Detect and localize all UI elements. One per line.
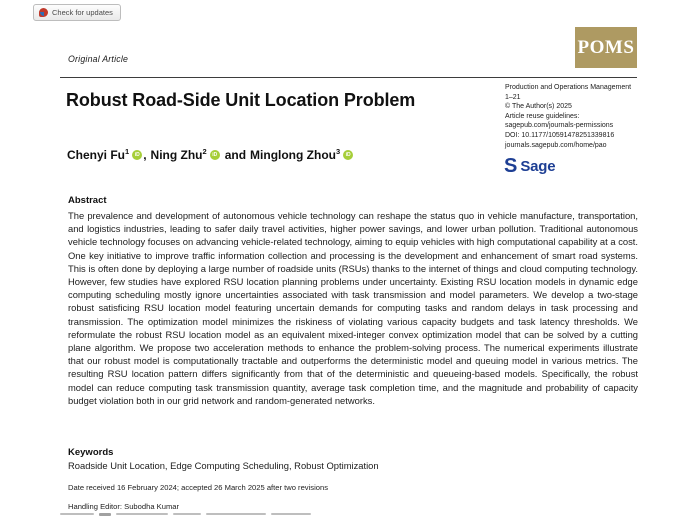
journal-pages: 1–21 [505, 93, 521, 101]
sage-publisher-logo [504, 156, 555, 176]
keywords-text: Roadside Unit Location, Edge Computing Scheduling, Robust Optimization [68, 460, 379, 471]
abstract-heading: Abstract [68, 195, 107, 206]
article-type-label: Original Article [68, 54, 129, 64]
sage-s-icon: S [504, 155, 518, 177]
author-separator: , [143, 148, 147, 162]
check-for-updates-label: Check for updates [52, 8, 113, 17]
cropped-footnote-fragment [60, 513, 311, 516]
orcid-icon[interactable]: iD [343, 150, 353, 160]
crossmark-icon [39, 8, 48, 17]
author-line [67, 147, 354, 162]
keywords-heading: Keywords [68, 447, 114, 458]
author-affiliation-sup-1: 1 [125, 147, 130, 156]
orcid-icon[interactable]: iD [210, 150, 220, 160]
journal-citation-block [505, 83, 680, 150]
poms-logo-text: POMS [577, 36, 635, 58]
journal-permissions-url: sagepub.com/journals-permissions [505, 122, 614, 130]
journal-name: Production and Operations Management [505, 84, 632, 91]
orcid-icon[interactable]: iD [132, 150, 142, 160]
author-affiliation-sup-2: 2 [202, 147, 207, 156]
journal-home-url: journals.sagepub.com/home/pao [505, 141, 607, 149]
author-affiliation-sup-3: 3 [336, 147, 341, 156]
author-separator-and: and [224, 148, 247, 162]
journal-reuse-guidelines: Article reuse guidelines: [505, 112, 580, 120]
abstract-text: The prevalence and development of autonomous vehicle technology can reshape the status quo in vehicle manufacture, transportation, and logistics industries, leading to safer daily travel activities, higher power savings, and lower urban pollution. Traditional autonomous vehicle technology focuses on advancing vehicle-related technology, aiming to equip vehicles with high computational capability at a cost. One key initiative to improve traffic information collection and processing is the development and enhancement of smart road systems. This is often done by deploying a large number of roadside units (RSUs) thanks to the internet of things and cloud computing technology. However, few studies have explored RSU location planning problems under uncertainty. Existing RSU location models in dynamic edge computing scheduling mostly ignore uncertainties associated with task transmission and model parameters. We develop a two-stage robust satisficing RSU location model featuring uncertain demands for computing tasks and random delays in task processing and transmission. The optimization model minimizes the riskiness of violating various capacity budgets and task latency thresholds. We reformulate the robust RSU location model as an equivalent mixed-integer convex optimization model that can be solved by a cutting plane algorithm. We propose two acceleration methods to enhance the problem-solving process. The numerical experiments illustrate that our robust model is computationally tractable and outperforms the deterministic model and queuing model in various metrics. The resulting RSU location pattern differs significantly from that of the deterministic and queueing-based models. Specifically, the robust model can reduce computing task transmission quantity, average task completion time, and the magnitude and probability of capacity budget violation both in our grid network and random-generated networks. [68, 210, 638, 406]
check-for-updates-button[interactable] [33, 4, 121, 21]
sage-logo-text: Sage [520, 157, 556, 175]
author-name-3: Minglong Zhou [250, 148, 336, 162]
page-title: Robust Road-Side Unit Location Problem [66, 90, 416, 110]
poms-journal-logo [575, 27, 637, 68]
handling-editor-line: Handling Editor: Subodha Kumar [68, 502, 180, 511]
dates-received-accepted: Date received 16 February 2024; accepted 26 March 2025 after two revisions [68, 483, 329, 492]
journal-copyright: © The Author(s) 2025 [505, 103, 572, 111]
journal-doi: DOI: 10.1177/10591478251339816 [505, 131, 615, 139]
header-divider [60, 77, 637, 78]
author-name-1: Chenyi Fu [67, 148, 126, 162]
author-name-2: Ning Zhu [150, 148, 203, 162]
